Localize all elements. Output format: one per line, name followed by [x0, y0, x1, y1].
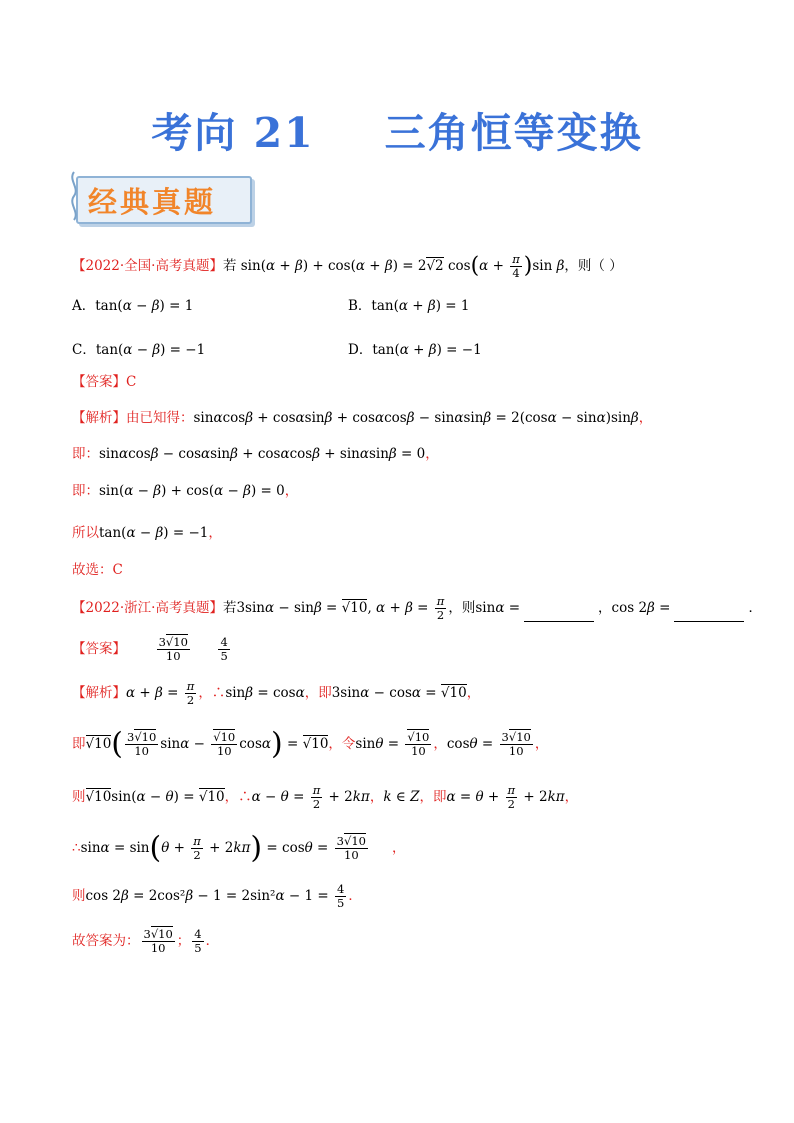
q2-analysis-line-1: 【解析】α + β = $\frac{\pi}{2}$ ，∴sinβ = cosα，即3sinα − cosα = √10，	[72, 679, 481, 707]
q2-stem: 【2022·浙江·高考真题】若3sinα − sinβ = √10, α + β = $\frac{\pi}{2}$ ，则sinα = ，cos 2β = ．	[72, 594, 762, 622]
q2-analysis-line-3: 则√10sin(α − θ) = √10，∴α − θ = $\frac{\pi}{2}$ + 2kπ，k ∈ Z，即α = θ + $\frac{\pi}{2}$ + 2kπ，	[72, 783, 579, 811]
section-banner	[66, 170, 256, 230]
q1-answer: 【答案】C	[72, 374, 137, 390]
q1-analysis-line-3: 即：sin(α − β) + cos(α − β) = 0，	[72, 483, 299, 499]
q2-analysis-line-2: 即√10( $\frac{3√10}{10}$ sinα − $\frac{√10}{10}$ cosα) = √10，令sinθ = $\frac{√10}{10}$ ，cosθ = $\frac{3√10}{10}$ ，	[72, 726, 549, 762]
banner-spiral-decoration	[68, 170, 80, 226]
q1-source: 【2022·全国·高考真题】	[72, 258, 223, 274]
q2-answer-1: $\frac{3√10}{10}$	[158, 635, 188, 663]
q1-option-b[interactable]: B．tan(α + β) = 1	[348, 298, 470, 314]
q2-analysis-line-5: 则cos 2β = 2cos²β − 1 = 2sin²α − 1 = $\frac{4}{5}$ ．	[72, 882, 362, 910]
q1-option-a[interactable]: A．tan(α − β) = 1	[72, 298, 194, 314]
page-title	[0, 100, 794, 159]
q2-source: 【2022·浙江·高考真题】	[72, 600, 223, 616]
q2-analysis-line-4: ∴sinα = sin(θ + $\frac{\pi}{2}$ + 2kπ) = cosθ = $\frac{3√10}{10}$ ，	[72, 830, 406, 866]
q1-choose: 故选：C	[72, 562, 123, 578]
q1-option-d[interactable]: D．tan(α + β) = −1	[348, 342, 482, 358]
q2-answer-2: $\frac{4}{5}$	[220, 635, 228, 663]
title-left: 考向 21	[151, 109, 315, 157]
banner-label: 经典真题	[88, 185, 217, 219]
title-right: 三角恒等变换	[384, 109, 643, 157]
q1-analysis-line-2: 即：sinαcosβ − cosαsinβ + cosαcosβ + sinαsinβ = 0，	[72, 446, 439, 462]
q1-analysis-line-1: 【解析】由已知得：sinαcosβ + cosαsinβ + cosαcosβ − sinαsinβ = 2(cosα − sinα)sinβ，	[72, 410, 653, 426]
q2-answer: 【答案】 $\frac{3√10}{10}$ $\frac{4}{5}$	[72, 635, 228, 663]
q2-final-answer: 故答案为： $\frac{3√10}{10}$ ； $\frac{4}{5}$ ．	[72, 927, 220, 955]
q1-analysis-line-4: 所以tan(α − β) = −1，	[72, 525, 222, 541]
q1-stem: 【2022·全国·高考真题】若 sin(α + β) + cos(α + β) = 2√2 cos(α + $\frac{\pi}{4}$ )sin β，则（ ）	[72, 252, 623, 280]
q1-option-c[interactable]: C．tan(α − β) = −1	[72, 342, 206, 358]
